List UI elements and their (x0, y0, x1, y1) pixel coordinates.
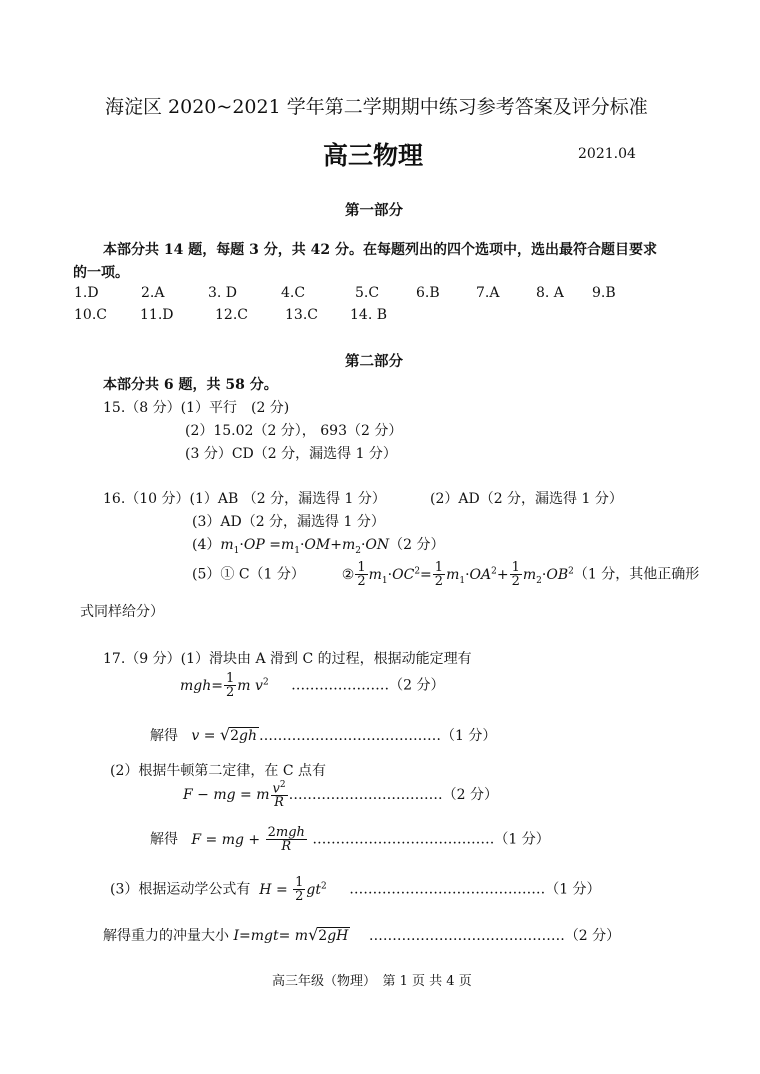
q17-sol1-label: 解得 (150, 728, 178, 744)
q17-sol2-label: 解得 (150, 831, 178, 848)
answer-item: 10.C (74, 307, 107, 323)
q17-line3 (110, 876, 601, 903)
part2-heading: 第二部分 (345, 353, 403, 370)
q16-line1a: 16.（10 分）(1）AB （2 分，漏选得 1 分） (103, 491, 386, 507)
document-title: 海淀区 2020~2021 学年第二学期期中练习参考答案及评分标准 (105, 96, 648, 118)
q17-line2: (2）根据牛顿第二定律，在 C 点有 (110, 763, 326, 779)
part1-instruction-line1: 本部分共 14 题，每题 3 分，共 42 分。在每题列出的四个选项中，选出最符合题目要求 (103, 242, 657, 258)
newton-second-law-equation: F − mg = m $\frac{v^2}{R}$ (183, 780, 286, 811)
q17-line1: 17.（9 分）(1）滑块由 A 滑到 C 的过程，根据动能定理有 (103, 651, 472, 667)
q17-eq1-dots: …………………（2 分） (291, 677, 445, 694)
answer-item: 4.C (281, 285, 306, 301)
answer-item: 3. D (208, 285, 238, 301)
force-solution: F = mg + $\frac{\text{2mgh}}{R}$ (191, 825, 305, 854)
q15-line1: 15.（8 分）(1）平行 (2 分) (103, 400, 290, 416)
answer-item: 9.B (592, 285, 616, 301)
subject-title: 高三物理 (323, 141, 424, 170)
velocity-solution: v = √2gh (191, 725, 258, 744)
q17-eq4-dots: ……………………………………（2 分） (368, 928, 621, 944)
q16-line4-prefix: (5）① C（1 分） (192, 566, 305, 583)
kinetic-energy-equation: mgh= $\frac{1}{2}$ m $v^2$ (180, 671, 269, 700)
answer-item: 11.D (140, 307, 174, 323)
answer-item: 8. A (536, 285, 564, 301)
kinematics-equation: H = $\frac{1}{2}$ $gt^2$ (259, 875, 327, 904)
part1-instruction-line2: 的一项。 (73, 265, 129, 281)
answer-item: 5.C (355, 285, 380, 301)
q17-sol1-dots: …………………………………（1 分） (259, 728, 497, 744)
answer-item: 7.A (476, 285, 500, 301)
q17-line4 (103, 925, 620, 945)
q16-line3-prefix: (4） (192, 537, 221, 553)
q17-sol1 (150, 725, 496, 745)
q15-line2: (2）15.02（2 分）， 693（2 分） (185, 423, 403, 439)
impulse-equation: I=mgt= m√2gH (233, 925, 349, 944)
answer-item: 12.C (215, 307, 248, 323)
q16-line2: (3）AD（2 分，漏选得 1 分） (192, 514, 385, 530)
q17-eq3-dots: ……………………………………（1 分） (349, 881, 601, 898)
q16-line3 (192, 534, 445, 556)
q16-line1b: (2）AD（2 分，漏选得 1 分） (430, 491, 623, 507)
answer-item: 1.D (74, 285, 99, 301)
q16-line4 (192, 561, 699, 588)
part2-intro: 本部分共 6 题，共 58 分。 (103, 377, 278, 393)
q17-eq2 (183, 781, 498, 809)
q17-sol2 (150, 826, 550, 853)
q16-line5: 式同样给分） (80, 604, 164, 620)
q16-line3-suffix: （2 分） (389, 537, 445, 553)
part1-heading: 第一部分 (345, 202, 403, 219)
exam-date: 2021.04 (578, 146, 636, 162)
answer-item: 6.B (416, 285, 440, 301)
q17-eq1 (180, 672, 444, 699)
q17-sol2-dots: …………………………………（1 分） (312, 831, 550, 848)
answer-item: 14. B (350, 307, 388, 323)
momentum-equation: $m_1\cdot OP =m_1\cdot OM+m_2\cdot ON$ (220, 537, 390, 556)
energy-equation: ② $\frac{1}{2}$ $m_1\cdot OC^2=$ $\frac{1}{2}$ $m_1\cdot OA^2+$ $\frac{1}{2}$ $m_2\cdot OB^2$ (341, 560, 574, 589)
answer-item: 2.A (141, 285, 165, 301)
q16-line4-suffix: （1 分，其他正确形 (573, 566, 700, 583)
q17-eq2-dots: ……………………………（2 分） (288, 787, 498, 804)
answer-item: 13.C (285, 307, 318, 323)
page-footer: 高三年级（物理） 第 1 页 共 4 页 (272, 974, 472, 989)
q17-line4-text: 解得重力的冲量大小 (103, 928, 229, 944)
q17-line3-text: (3）根据运动学公式有 (110, 881, 251, 898)
q15-line3: (3 分）CD（2 分，漏选得 1 分） (185, 446, 397, 462)
